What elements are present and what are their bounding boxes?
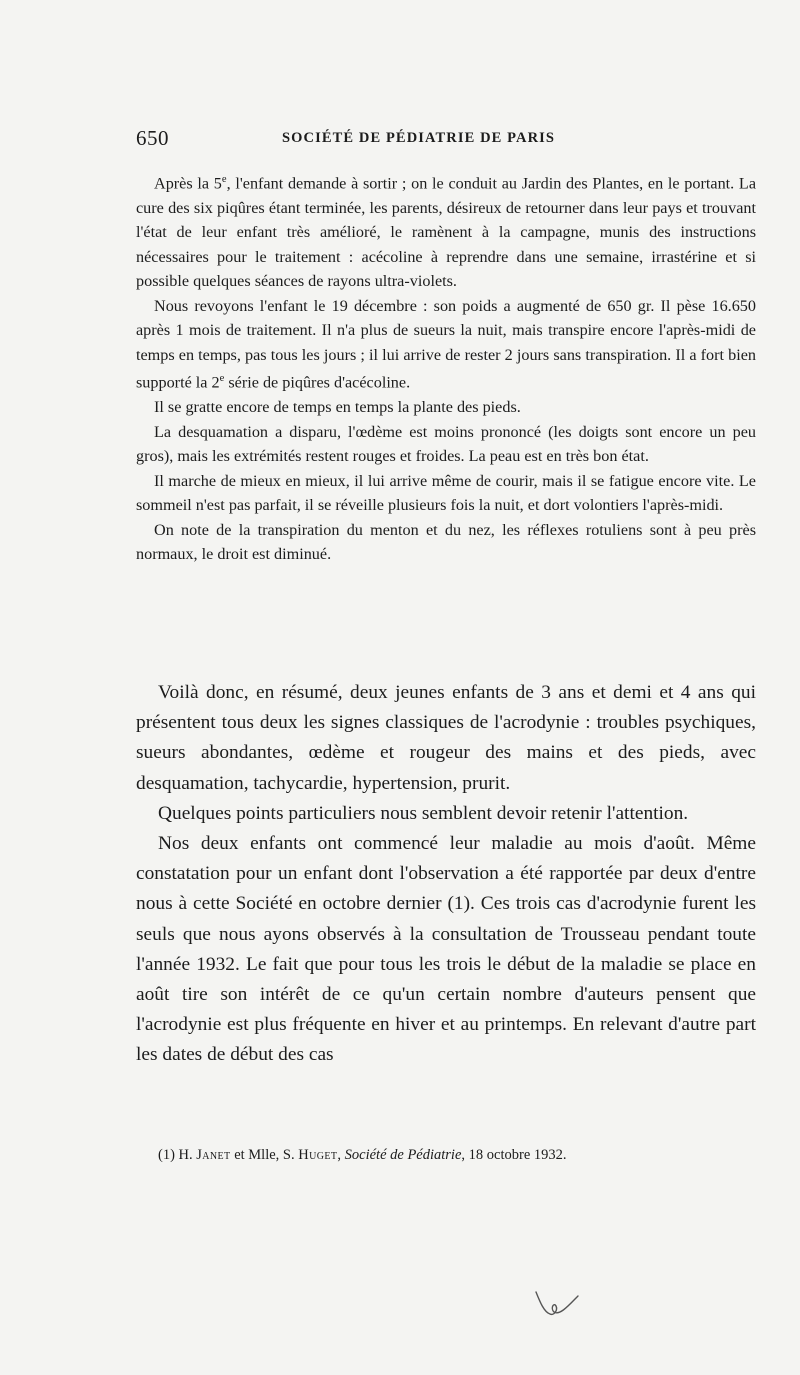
paragraph: Nos deux enfants ont commencé leur maladie au mois d'août. Même constatation pour un enfant dont l'observation a été rapportée par deux d'entre nous à cette Société en octobre dernier (1). Ces trois cas d'acrodynie furent les seuls que nous ayons observés à la consultation de Trousseau pendant toute l'année 1932. Le fait que pour tous les trois le début de la maladie se place en août tire son intérêt de ce qu'un certain nombre d'auteurs pensent que l'acrodynie est plus fréquente en hiver et au printemps. En relevant d'autre part les dates de début des cas [136,833,756,1066]
footnote-journal: Société de Pédiatrie [344,1147,462,1163]
paragraph: Il se gratte encore de temps en temps la plante des pieds. [154,398,521,417]
footnote-text: et Mlle, S. [230,1147,299,1163]
footnote-author: Huget [298,1147,338,1163]
page-number: 650 [136,126,169,150]
observation-text [136,168,756,567]
footnote-date: , 18 octobre 1932. [461,1147,567,1163]
footnote [158,1145,758,1165]
paragraph: Voilà donc, en résumé, deux jeunes enfants de 3 ans et demi et 4 ans qui présentent tous deux les signes classiques de l'acrodynie : troubles psychiques, sueurs abondantes, œdème et rougeur des mains et des pieds, avec desquamation, tachycardie, hypertension, prurit. [136,682,756,794]
page-header [136,126,756,150]
running-title: SOCIÉTÉ DE PÉDIATRIE DE PARIS [282,130,556,146]
paragraph: Nous revoyons l'enfant le 19 décembre : son poids a augmenté de 650 gr. Il pèse 16.650 après 1 mois de traitement. Il n'a plus de sueurs la nuit, mais transpire encore l'après-midi de temps en temps, pas tous les jours ; il lui arrive de rester 2 jours sans transpiration. Il a fort bien supporté la 2e série de piqûres d'acécoline. [136,296,756,392]
footnote-author: Janet [196,1147,231,1163]
paragraph: La desquamation a disparu, l'œdème est moins prononcé (les doigts sont encore un peu gros), mais les extrémités restent rouges et froides. La peau est en très bon état. [136,422,756,466]
paragraph: Il marche de mieux en mieux, il lui arrive même de courir, mais il se fatigue encore vite. Le sommeil n'est pas parfait, il se réveille plusieurs fois la nuit, et dort volontiers l'après-midi. [136,471,756,515]
discussion-text [136,678,756,1071]
paragraph: Après la 5e, l'enfant demande à sortir ; on le conduit au Jardin des Plantes, en le portant. La cure des six piqûres étant terminée, les parents, désireux de retourner dans leur pays et trouvant l'état de leur enfant très amélioré, le ramènent à la campagne, munis des instructions nécessaires pour le traitement : acécoline à reprendre dans une semaine, irrastérine et si possible quelques séances de rayons ultra-violets. [136,174,757,291]
footnote-marker: (1) H. [158,1147,197,1163]
paragraph: Quelques points particuliers nous semblent devoir retenir l'attention. [158,802,689,824]
ink-mark [530,1286,590,1320]
footnote-text: , [337,1147,345,1163]
paragraph: On note de la transpiration du menton et du nez, les réflexes rotuliens sont à peu près normaux, le droit est diminué. [136,520,756,564]
